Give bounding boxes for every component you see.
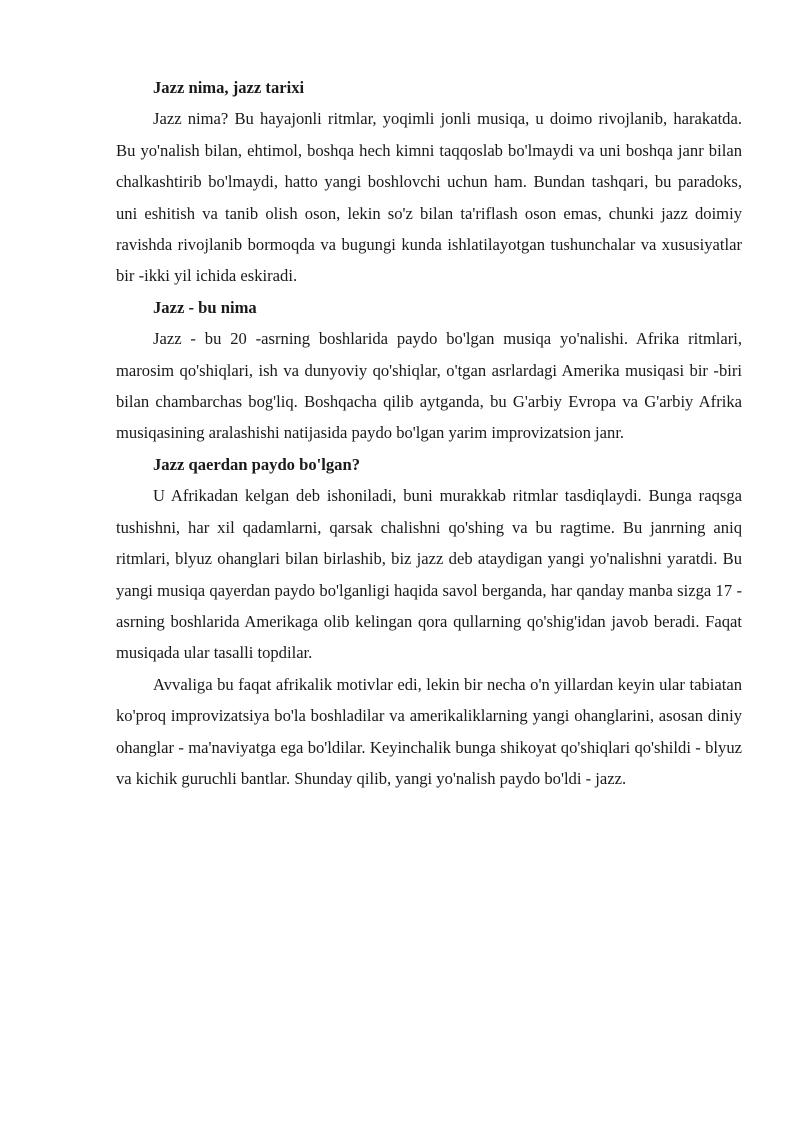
section-heading-jazz-definition: Jazz - bu nima xyxy=(153,297,257,317)
section-heading-what-is-jazz: Jazz nima, jazz tarixi xyxy=(153,78,305,97)
paragraph-jazz-origin: U Afrikadan kelgan deb ishoniladi, buni murakkab ritmlar tasdiqlaydi. Bunga raqsga tushishni, har xil qadamlarni, qarsak chalishni qo'shing va bu ragtime. Bu janrning aniq ritmlari, blyuz ohanglari bilan birlashib, biz jazz deb ataydigan yangi yo'nalishni yaratdi. Bu yangi musiqa qayerdan paydo bo'lganligi haqida savol berganda, har qanday manba sizga 17 -asrning boshlarida Amerikaga olib kelingan qora qullarning qo'shig'idan javob beradi. Faqat musiqada ular tasalli topdilar. xyxy=(116,486,742,663)
document-body xyxy=(116,72,742,794)
paragraph-jazz-definition: Jazz - bu 20 -asrning boshlarida paydo bo'lgan musiqa yo'nalishi. Afrika ritmlari, marosim qo'shiqlari, ish va dunyoviy qo'shiqlar, o'tgan asrlardagi Amerika musiqasi bir -biri bilan chambarchas bog'liq. Boshqacha qilib aytganda, bu G'arbiy Evropa va G'arbiy Afrika musiqasining aralashishi natijasida paydo bo'lgan yarim improvizatsion janr. xyxy=(116,329,742,443)
paragraph-what-is-jazz: Jazz nima? Bu hayajonli ritmlar, yoqimli jonli musiqa, u doimo rivojlanib, harakatda. Bu yo'nalish bilan, ehtimol, boshqa hech kimni taqqoslab bo'lmaydi va uni boshqa janr bilan chalkashtirib bo'lmaydi, hatto yangi boshlovchi uchun ham. Bundan tashqari, bu paradoks, uni eshitish va tanib olish oson, lekin so'z bilan ta'riflash oson emas, chunki jazz doimiy ravishda rivojlanib bormoqda va bugungi kunda ishlatilayotgan tushunchalar va xususiyatlar bir -ikki yil ichida eskiradi. xyxy=(116,109,742,286)
paragraph-jazz-evolution: Avvaliga bu faqat afrikalik motivlar edi, lekin bir necha o'n yillardan keyin ular tabiatan ko'proq improvizatsiya bo'la boshladilar va amerikaliklarning yangi ohanglarini, asosan diniy ohanglar - ma'naviyatga ega bo'ldilar. Keyinchalik bunga shikoyat qo'shiqlari qo'shildi - blyuz va kichik guruchli bantlar. Shunday qilib, yangi yo'nalish paydo bo'ldi - jazz. xyxy=(116,674,742,788)
section-heading-jazz-origin: Jazz qaerdan paydo bo'lgan? xyxy=(153,454,360,474)
